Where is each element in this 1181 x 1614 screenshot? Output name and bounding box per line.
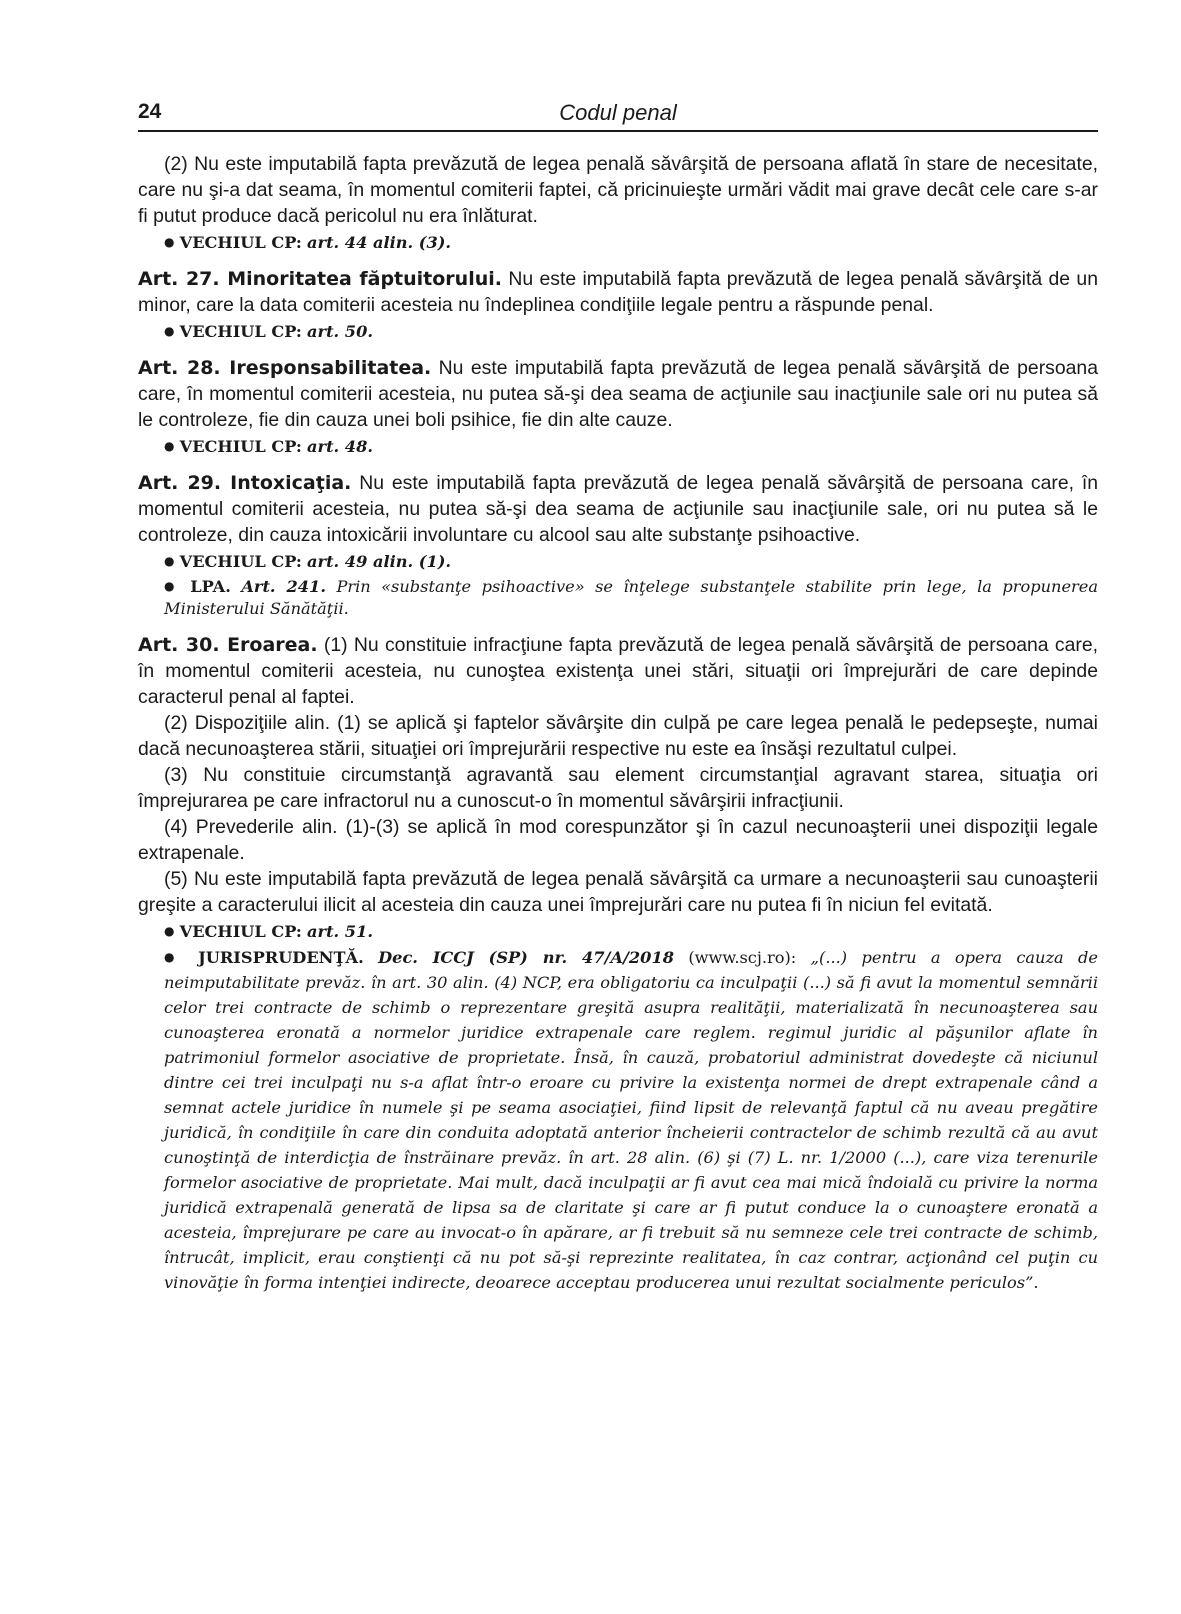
lpa-article: Art. 241.: [241, 577, 326, 596]
bullet-icon: ●: [164, 324, 175, 338]
ref-label: VECHIUL CP:: [179, 552, 302, 571]
article-27-text: [138, 266, 1098, 318]
article-30-paragraph-2: (2) Dispoziţiile alin. (1) se aplică şi faptelor săvârşite din culpă pe care legea penală le pedepseşte, numai dacă necunoaşterea stării, situaţiei ori împrejurării respective nu este ea însăşi rezultatul culpei.: [138, 712, 1098, 760]
jurisprudence-label: JURISPRUDENŢĂ.: [198, 948, 364, 967]
jurisprudence-quote: „(...) pentru a opera cauza de neimputabilitate prevăz. în art. 30 alin. (4) NCP, era obligatoriu ca inculpaţii (...) să fi avut la momentul semnării celor trei contracte de schimb o reprezentare greşită asupra realităţii, materializată în necunoaşterea sau cunoaşterea eronată a normelor juridice extrapenale care reglem. regimul juridic al păşunilor aflate în patrimoniul formelor asociative de proprietate. Însă, în cauză, probatoriul administrat dovedeşte că niciunul dintre cei trei inculpaţi nu s-a aflat într-o eroare cu privire la existenţa normei de drept extrapenale când a semnat actele juridice în numele şi pe seama asociaţiei, fiind lipsit de relevanţă faptul că nu aveau pregătire juridică, în condiţiile în care din conduita adoptată anterior încheierii contractelor de schimb rezultă că au avut cunoştinţă de interdicţia de înstrăinare prevăz. în art. 28 alin. (6) şi (7) L. nr. 1/2000 (...), care viza terenurile formelor asociative de proprietate. Mai mult, dacă inculpaţii ar fi avut cea mai mică îndoială cu privire la norma juridică extrapenală generată de lipsa sa de claritate şi care ar fi putut conduce la o cunoaştere eronată a acesteia, împrejurare pe care au invocat-o în apărare, ar fi trebuit să nu semneze cele trei contracte de schimb, întrucât, implicit, erau conştienţi că nu pot să-şi reprezinte realitatea, în caz contrar, acţionând cel puţin cu vinovăţie în forma intenţiei indirecte, deoarece acceptau producerea unui rezultat socialmente periculos”.: [164, 948, 1098, 1292]
jurisprudence-source: (www.scj.ro):: [673, 948, 797, 967]
bullet-icon: ●: [164, 950, 184, 964]
article-30: [138, 632, 1098, 1295]
lpa-label: LPA.: [190, 577, 231, 596]
page-number: 24: [138, 100, 162, 123]
page-header: [138, 96, 1098, 132]
ref-label: VECHIUL CP:: [179, 233, 302, 252]
jurisprudence-note: [138, 945, 1098, 1295]
article-28: [138, 355, 1098, 458]
article-27-heading: Art. 27. Minoritatea făptuitorului.: [138, 268, 502, 290]
article-30-paragraph-1: [138, 632, 1098, 710]
old-code-reference: [138, 231, 1098, 254]
old-code-reference: [138, 920, 1098, 943]
article-29-heading: Art. 29. Intoxicaţia.: [138, 472, 352, 494]
article-28-heading: Art. 28. Iresponsabilitatea.: [138, 357, 432, 379]
page-content: [138, 151, 1098, 1295]
old-code-reference: [138, 550, 1098, 573]
bullet-icon: ●: [164, 554, 175, 568]
lpa-reference: [138, 575, 1098, 620]
article-29: [138, 470, 1098, 620]
bullet-icon: ●: [164, 439, 175, 453]
ref-article: art. 51.: [307, 922, 373, 941]
article-30-heading: Art. 30. Eroarea.: [138, 634, 318, 656]
ref-article: art. 48.: [307, 437, 373, 456]
old-code-reference: [138, 320, 1098, 343]
intro-paragraph: (2) Nu este imputabilă fapta prevăzută de legea penală săvârşită de persoana aflată în stare de necesitate, care nu şi-a dat seama, în momentul comiterii faptei, că pricinuieşte urmări vădit mai grave decât cele care s-ar fi putut produce dacă pericolul nu era înlăturat.: [138, 153, 1098, 227]
article-27-body: Nu este imputabilă fapta prevăzută de legea penală săvârşită de un minor, care la data comiterii acesteia nu îndeplinea condiţiile legale pentru a răspunde penal.: [138, 268, 1098, 316]
article-30-body-1: (1) Nu constituie infracţiune fapta prevăzută de legea penală săvârşită de persoana care, în momentul comiterii acesteia, nu cunoştea existenţa unei stări, situaţii ori împrejurări de care depinde caracterul penal al faptei.: [138, 634, 1098, 708]
ref-article: art. 50.: [307, 322, 373, 341]
lpa-text: Prin «substanţe psihoactive» se înţelege substanţele stabilite prin lege, la propunerea Ministerului Sănătăţii.: [164, 577, 1098, 618]
article-29-text: [138, 470, 1098, 548]
jurisprudence-decision: Dec. ICCJ (SP) nr. 47/A/2018: [378, 948, 674, 967]
article-27: [138, 266, 1098, 343]
bullet-icon: ●: [164, 235, 175, 249]
old-code-reference: [138, 435, 1098, 458]
running-title: Codul penal: [559, 100, 677, 125]
article-28-text: [138, 355, 1098, 433]
ref-label: VECHIUL CP:: [179, 437, 302, 456]
ref-article: art. 44 alin. (3).: [307, 233, 452, 252]
bullet-icon: ●: [164, 924, 175, 938]
article-30-paragraph-3: (3) Nu constituie circumstanţă agravantă sau element circumstanţial agravant starea, situaţia ori împrejurarea pe care infractorul nu a cunoscut-o în momentul săvârşirii infracţiunii.: [138, 764, 1098, 812]
ref-label: VECHIUL CP:: [179, 322, 302, 341]
article-30-paragraph-4: (4) Prevederile alin. (1)-(3) se aplică în mod corespunzător şi în cazul necunoaşterii unei dispoziţii legale extrapenale.: [138, 816, 1098, 864]
article-29-body: Nu este imputabilă fapta prevăzută de legea penală săvârşită de persoana care, în momentul comiterii acesteia, nu putea să-şi dea seama de acţiunile sau inacţiunile sale, ori nu putea să le controleze, din cauza intoxicării involuntare cu alcool sau alte substanţe psihoactive.: [138, 472, 1099, 546]
article-30-paragraph-5: (5) Nu este imputabilă fapta prevăzută de legea penală săvârşită ca urmare a necunoaşterii sau cunoaşterii greşite a caracterului ilicit al acesteia din cauza unei împrejurări care nu putea fi în niciun fel evitată.: [138, 868, 1098, 916]
ref-article: art. 49 alin. (1).: [307, 552, 452, 571]
bullet-icon: ●: [164, 579, 180, 593]
ref-label: VECHIUL CP:: [179, 922, 302, 941]
article-28-body: Nu este imputabilă fapta prevăzută de legea penală săvârşită de persoana care, în momentul comiterii acesteia, nu putea să-şi dea seama de acţiunile sau inacţiunile sale ori nu putea să le controleze, fie din cauza unei boli psihice, fie din alte cauze.: [138, 357, 1098, 431]
